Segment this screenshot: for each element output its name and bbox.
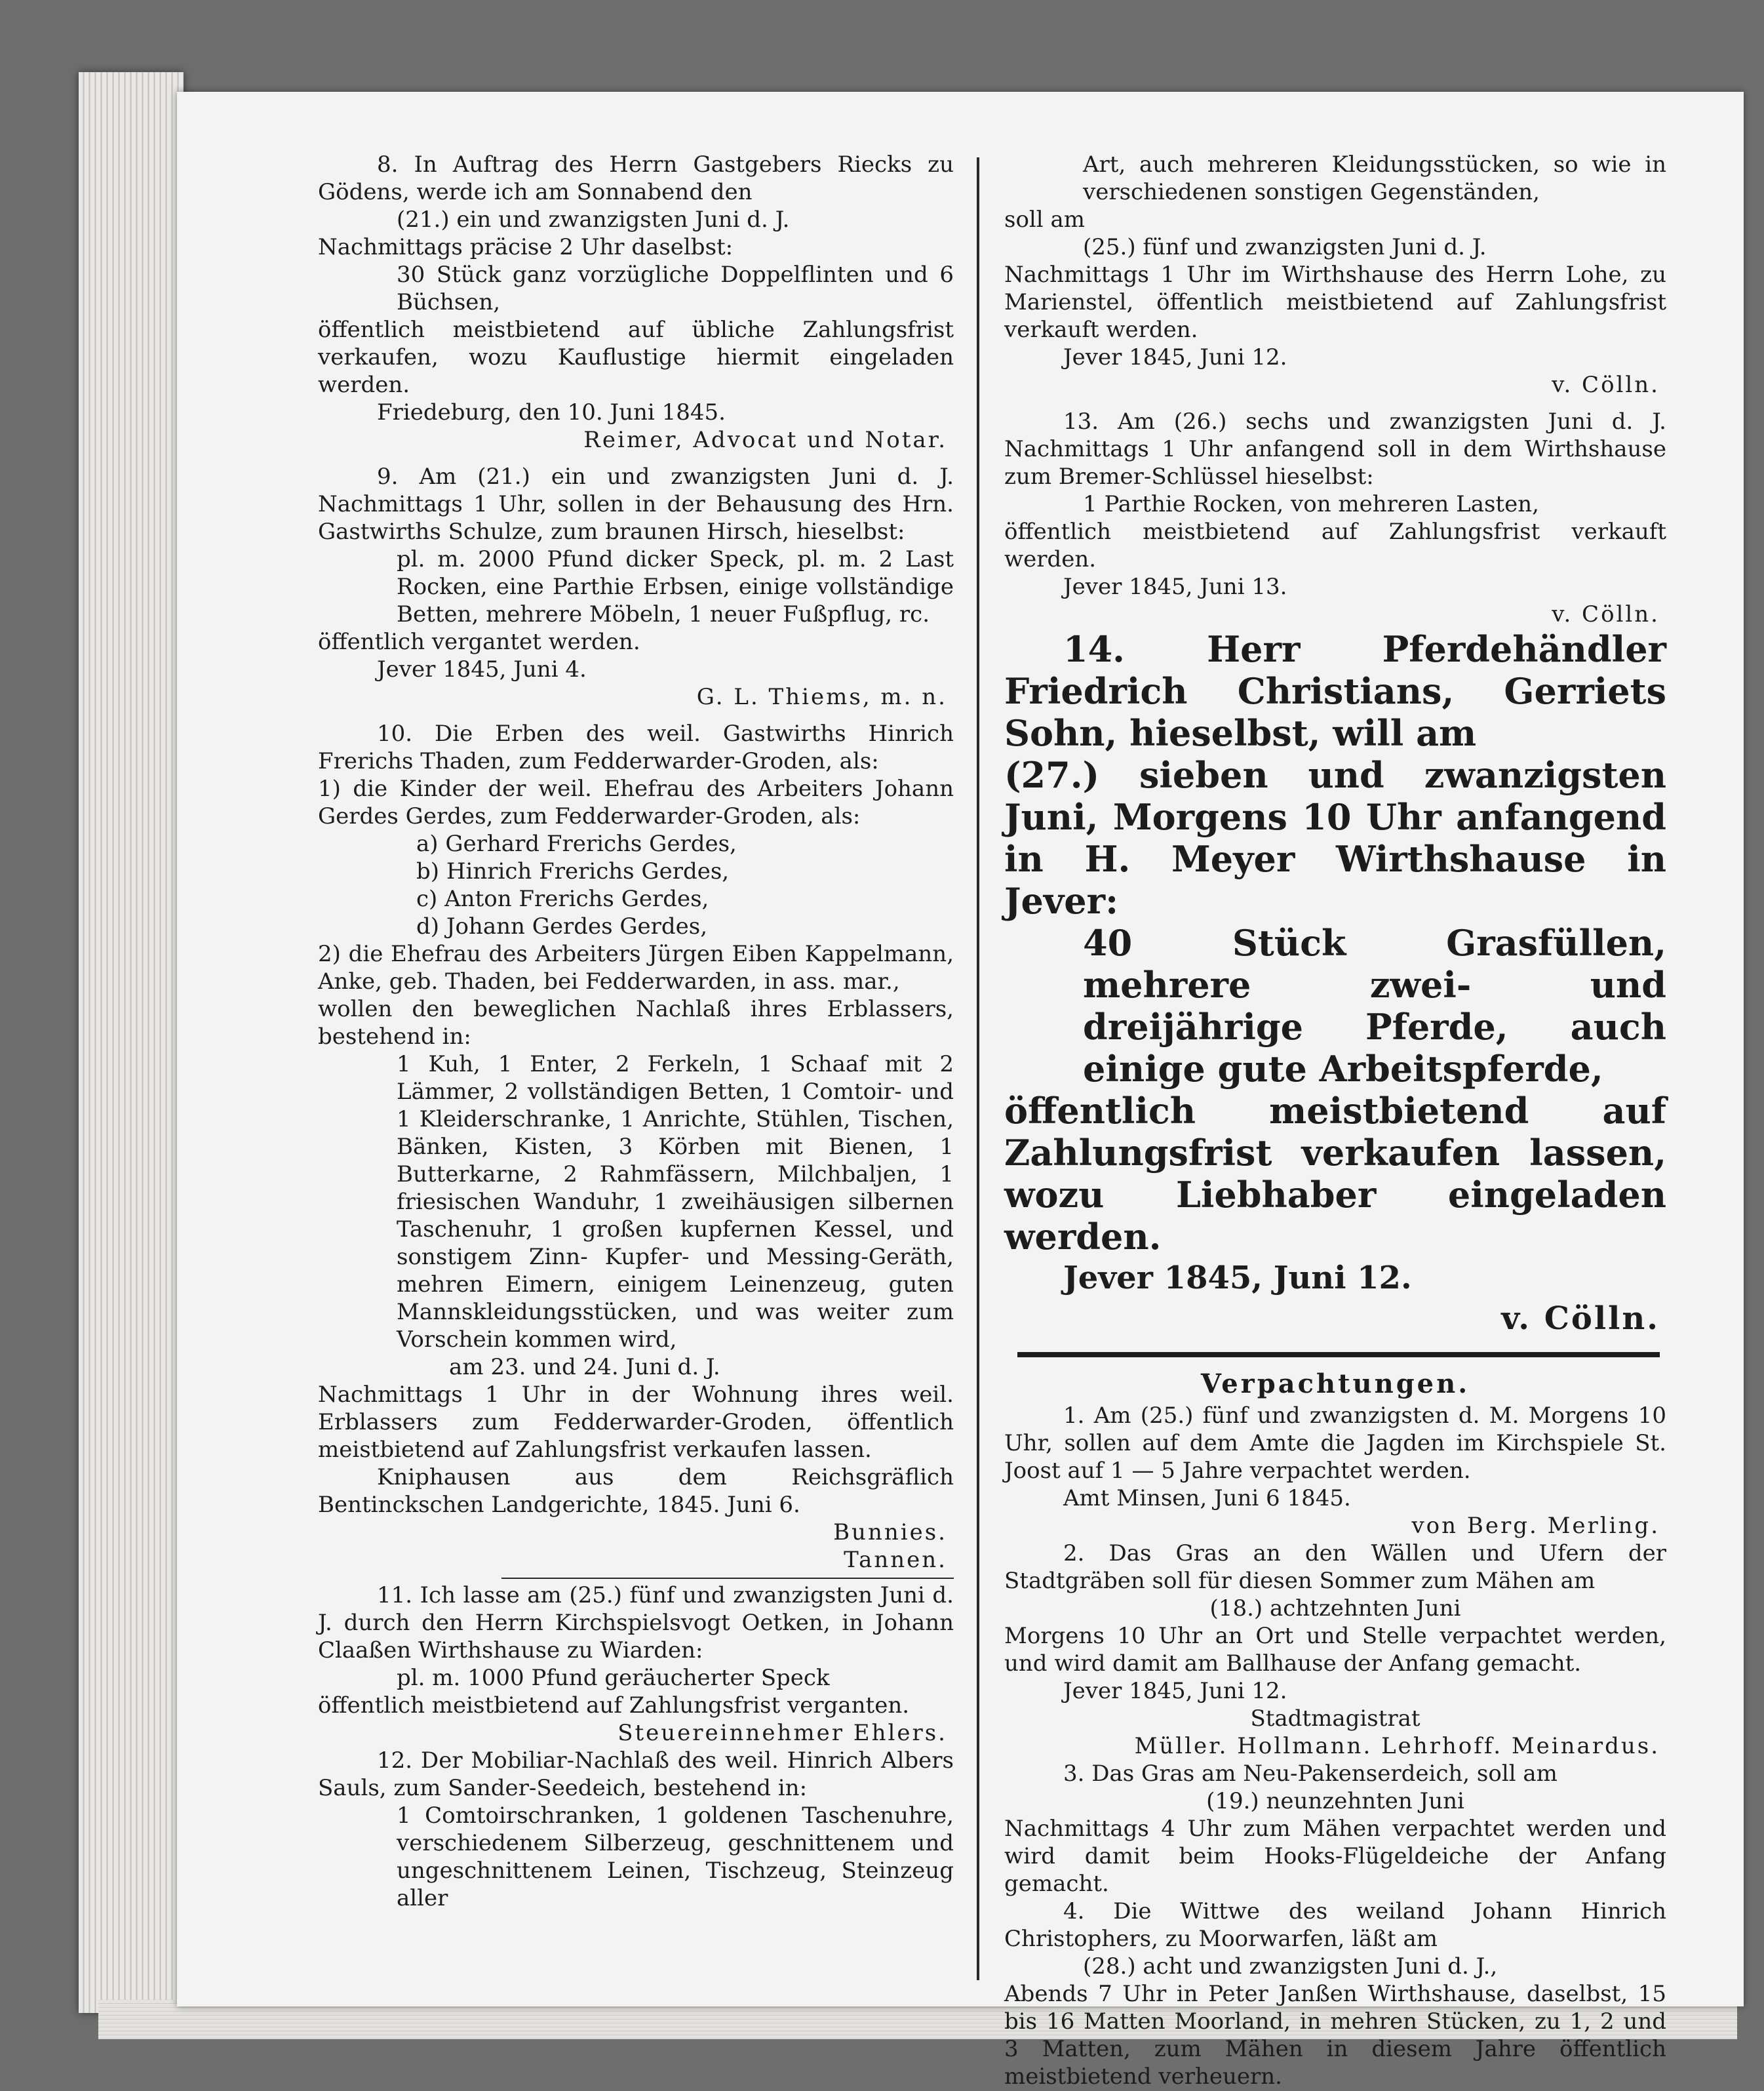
- notice-text: 4. Die Wittwe des weiland Johann Hinrich Christophers, zu Moorwarfen, läßt am: [1004, 1898, 1666, 1952]
- notice-items: 1 Kuh, 1 Enter, 2 Ferkeln, 1 Schaaf mit 2 Lämmer, 2 vollständigen Betten, 1 Comtoir- und 1 Kleiderschranke, 1 Anrichte, Stühlen, Tischen, Bänken, Kisten, 3 Körben mit Bienen, 1 Butterkarne, 2 Rahmfässern, Milchbaljen, 1 friesischen Wanduhr, 1 zweihäusigen silbernen Taschenuhr, 1 großen kupfernen Kessel, und sonstigem Zinn- Kupfer- und Messing-Geräth, mehren Eimern, einigem Leinenzeug, guten Mannskleidungsstücken, und was weiter zum Vorschein kommen wird,: [397, 1051, 954, 1353]
- notice-text: Nachmittags 1 Uhr in der Wohnung ihres weil. Erblassers zum Fedderwarder-Groden, öffentlich meistbietend auf Zahlungsfrist verkaufen lassen.: [318, 1382, 954, 1463]
- notice-text: soll am: [1004, 207, 1085, 233]
- notice-items: pl. m. 2000 Pfund dicker Speck, pl. m. 2 Last Rocken, eine Parthie Erbsen, einige vollständige Betten, mehrere Möbeln, 1 neuer Fußpflug, rc.: [397, 546, 954, 627]
- notice-12-continued: [1004, 151, 1666, 399]
- notice-text: 10. Die Erben des weil. Gastwirths Hinrich Frerichs Thaden, zum Fedderwarder-Groden, als:: [318, 721, 954, 774]
- notice-12: [318, 1747, 954, 1912]
- notice-signature: G. L. Thiems, m. n.: [696, 684, 947, 710]
- notice-text: 12. Der Mobiliar-Nachlaß des weil. Hinrich Albers Sauls, zum Sander-Seedeich, bestehend in:: [318, 1747, 954, 1801]
- notice-list-item: d) Johann Gerdes Gerdes,: [416, 913, 708, 940]
- notice-date: (28.) acht und zwanzigsten Juni d. J.,: [1083, 1953, 1498, 1980]
- notice-text: 2. Das Gras an den Wällen und Ufern der Stadtgräben soll für diesen Sommer zum Mähen am: [1004, 1540, 1666, 1594]
- right-column: [1004, 151, 1666, 2090]
- notice-list-item: 2) die Ehefrau des Arbeiters Jürgen Eiben Kappelmann, Anke, geb. Thaden, bei Fedderwarden, in ass. mar.,: [318, 941, 954, 995]
- notice-text: 11. Ich lasse am (25.) fünf und zwanzigsten Juni d. J. durch den Herrn Kirchspielsvogt Oetken, in Johann Claaßen Wirthshause zu Wiarden:: [318, 1582, 954, 1663]
- notice-text: öffentlich meistbietend auf Zahlungsfrist verkaufen lassen, wozu Liebhaber eingeladen werden.: [1004, 1090, 1666, 1258]
- notice-text: 3. Das Gras am Neu-Pakenserdeich, soll am: [1063, 1761, 1558, 1787]
- notice-11: [318, 1582, 954, 1747]
- notice-place-date: Jever 1845, Juni 12.: [1063, 344, 1287, 370]
- notice-text: Morgens 10 Uhr an Ort und Stelle verpachtet werden, und wird damit am Ballhause der Anfang gemacht.: [1004, 1623, 1666, 1677]
- notice-14: [1004, 628, 1666, 1339]
- notice-text: 13. Am (26.) sechs und zwanzigsten Juni d. J. Nachmittags 1 Uhr anfangend soll in dem Wirthshause zum Bremer-Schlüssel hieselbst:: [1004, 408, 1666, 490]
- notice-signature: Müller. Hollmann. Lehrhoff. Meinardus.: [1134, 1733, 1660, 1759]
- notice-signature: Stadtmagistrat: [1250, 1705, 1421, 1732]
- separator-line: [501, 1578, 954, 1579]
- notice-date: (19.) neunzehnten Juni: [1206, 1788, 1464, 1814]
- notice-text: Nachmittags 1 Uhr im Wirthshause des Herrn Lohe, zu Marienstel, öffentlich meistbietend auf Zahlungsfrist verkauft werden.: [1004, 262, 1666, 343]
- notice-signature: v. Cölln.: [1501, 1300, 1660, 1337]
- notice-13: [1004, 408, 1666, 628]
- notice-place-date: Jever 1845, Juni 13.: [1063, 574, 1287, 600]
- notice-items: 30 Stück ganz vorzügliche Doppelflinten und 6 Büchsen,: [397, 262, 954, 315]
- notice-items: Art, auch mehreren Kleidungsstücken, so wie in verschiedenen sonstigen Gegenständen,: [1083, 151, 1666, 205]
- section-separator: [1017, 1352, 1660, 1357]
- left-column: [318, 151, 954, 1912]
- notice-signature: Reimer, Advocat und Notar.: [583, 427, 947, 453]
- notice-list-item: b) Hinrich Frerichs Gerdes,: [416, 858, 730, 885]
- section-heading: Verpachtungen.: [1200, 1368, 1470, 1399]
- notice-text: Abends 7 Uhr in Peter Janßen Wirthshause, daselbst, 15 bis 16 Matten Moorland, in mehren Stücken, zu 1, 2 und 3 Matten, zum Mähen in diesem Jahre öffentlich meistbietend verheuern.: [1004, 1981, 1666, 2090]
- notice-place-date: Jever 1845, Juni 12.: [1063, 1678, 1287, 1704]
- notice-signature: v. Cölln.: [1552, 372, 1660, 398]
- notice-text: wollen den beweglichen Nachlaß ihres Erblassers, bestehend in:: [318, 996, 954, 1050]
- lease-3: [1004, 1760, 1666, 1898]
- notice-text: Nachmittags präcise 2 Uhr daselbst:: [318, 234, 734, 260]
- notice-place-date: Kniphausen aus dem Reichsgräflich Bentinckschen Landgerichte, 1845. Juni 6.: [318, 1464, 954, 1518]
- notice-list-item: 1) die Kinder der weil. Ehefrau des Arbeiters Johann Gerdes Gerdes, zum Fedderwarder-Groden, als:: [318, 776, 954, 829]
- notice-list-item: c) Anton Frerichs Gerdes,: [416, 886, 709, 912]
- notice-items: 1 Parthie Rocken, von mehreren Lasten,: [1083, 491, 1539, 517]
- notice-items: 1 Comtoirschranken, 1 goldenen Taschenuhre, verschiedenem Silberzeug, geschnittenem und ungeschnittenem Leinen, Tischzeug, Steinzeug aller: [397, 1802, 954, 1911]
- notice-text: 8. In Auftrag des Herrn Gastgebers Riecks zu Gödens, werde ich am Sonnabend den: [318, 151, 954, 205]
- notice-place-date: Jever 1845, Juni 4.: [377, 656, 587, 683]
- notice-signature: Tannen.: [844, 1547, 947, 1573]
- book-page-edges: [79, 72, 184, 2013]
- notice-items: 40 Stück Grasfüllen, mehrere zwei- und dreijährige Pferde, auch einige gute Arbeitspferde,: [1083, 922, 1666, 1090]
- notice-date: (18.) achtzehnten Juni: [1209, 1595, 1461, 1622]
- column-divider: [977, 157, 979, 1980]
- notice-text: Nachmittags 4 Uhr zum Mähen verpachtet werden und wird damit beim Hooks-Flügeldeiche der Anfang gemacht.: [1004, 1816, 1666, 1897]
- notice-signature: Bunnies.: [833, 1519, 947, 1545]
- notice-list-item: a) Gerhard Frerichs Gerdes,: [416, 831, 737, 857]
- notice-text: öffentlich meistbietend auf Zahlungsfrist verkauft werden.: [1004, 519, 1666, 572]
- notice-text: öffentlich vergantet werden.: [318, 629, 640, 655]
- notice-signature: von Berg. Merling.: [1411, 1513, 1660, 1539]
- notice-text: öffentlich meistbietend auf übliche Zahlungsfrist verkaufen, wozu Kauflustige hiermit eingeladen werden.: [318, 317, 954, 398]
- notice-place-date: Friedeburg, den 10. Juni 1845.: [377, 399, 726, 426]
- notice-signature: Steuereinnehmer Ehlers.: [617, 1720, 947, 1746]
- notice-place-date: Amt Minsen, Juni 6 1845.: [1063, 1485, 1351, 1511]
- notice-text: 1. Am (25.) fünf und zwanzigsten d. M. Morgens 10 Uhr, sollen auf dem Amte die Jagden im Kirchspiele St. Joost auf 1 — 5 Jahre verpachtet werden.: [1004, 1403, 1666, 1484]
- notice-text: (27.) sieben und zwanzigsten Juni, Morgens 10 Uhr anfangend in H. Meyer Wirthshause in Jever:: [1004, 754, 1666, 922]
- notice-10: [318, 720, 954, 1574]
- lease-1: [1004, 1402, 1666, 1540]
- notice-date: (21.) ein und zwanzigsten Juni d. J.: [397, 207, 790, 233]
- notice-items: pl. m. 1000 Pfund geräucherter Speck: [397, 1665, 830, 1691]
- notice-8: [318, 151, 954, 454]
- lease-2: [1004, 1540, 1666, 1760]
- notice-text: öffentlich meistbietend auf Zahlungsfrist verganten.: [318, 1692, 910, 1719]
- notice-9: [318, 463, 954, 711]
- lease-4: [1004, 1898, 1666, 2090]
- newspaper-page: [177, 92, 1744, 2090]
- notice-date: (25.) fünf und zwanzigsten Juni d. J.: [1083, 234, 1487, 260]
- notice-place-date: Jever 1845, Juni 12.: [1063, 1260, 1412, 1296]
- notice-text: 14. Herr Pferdehändler Friedrich Christians, Gerriets Sohn, hieselbst, will am: [1004, 628, 1666, 754]
- notice-date: am 23. und 24. Juni d. J.: [449, 1354, 720, 1380]
- notice-signature: v. Cölln.: [1552, 601, 1660, 627]
- notice-text: 9. Am (21.) ein und zwanzigsten Juni d. J. Nachmittags 1 Uhr, sollen in der Behausung des Hrn. Gastwirths Schulze, zum braunen Hirsch, hieselbst:: [318, 464, 954, 545]
